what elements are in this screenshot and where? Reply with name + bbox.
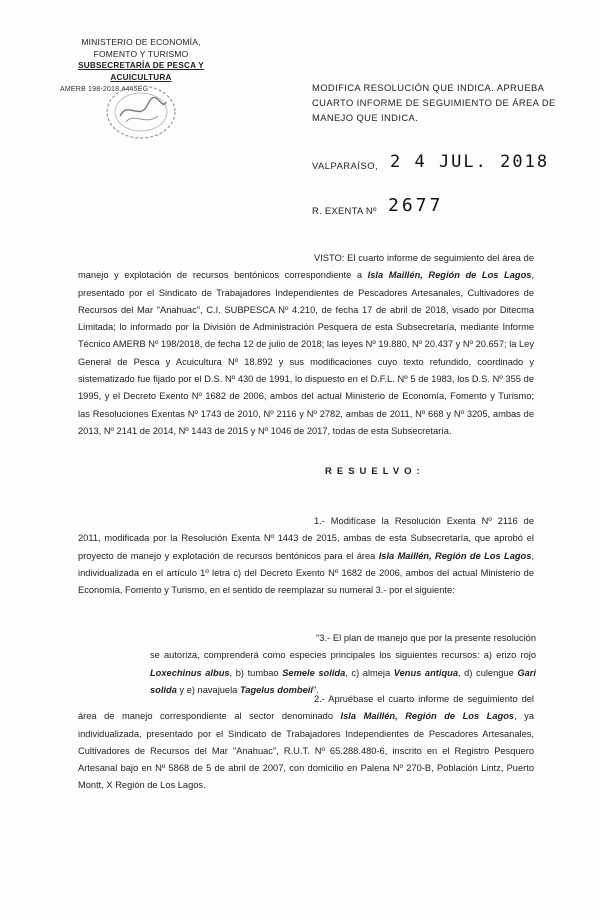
quote-text-6: ". [312,684,319,695]
point1-area-name: Isla Maillén, Región de Los Lagos [378,550,532,561]
point2-area-name: Isla Maillén, Región de Los Lagos [340,711,515,722]
quote-text-2: , b) tumbao [229,667,283,678]
city-label: VALPARAÍSO, [312,160,379,171]
visto-area-name: Isla Maillén, Región de Los Lagos [367,270,532,281]
official-seal-stamp-icon [96,82,186,144]
title-line2: CUARTO INFORME DE SEGUIMIENTO DE ÁREA DE [312,97,556,108]
resolution-title [312,80,562,125]
resolution-point-2 [78,691,534,795]
species-loxechinus: Loxechinus albus [150,667,230,678]
quote-text-3: , c) almeja [345,667,394,678]
species-tagelus: Tagelus dombeii [239,684,313,695]
quote-text-1: "3.- El plan de manejo que por la presente resolución se autoriza, comprenderá como especies principales los siguientes recursos: a) erizo rojo [150,633,536,661]
visto-text-2: , presentado por el Sindicato de Trabajadores Independientes de Pescadores Artesanales, Cultivadores de Recursos del Mar "Anahuac", C.I. SUBPESCA Nº 4.210, de fecha 17 de abril de 2018, visado por Ditecma Limitada; lo informado por la División de Administración Pesquera de esta Subsecretaría, mediante Informe Técnico AMERB Nº 198/2018, de fecha 12 de julio de 2018; las leyes Nº 19.880, Nº 20.437 y Nº 20.657; la Ley General de Pesca y Acuicultura Nº 18.892 y sus modificaciones cuyo texto refundido, coordinado y sistematizado fue fijado por el D.S. Nº 430 de 1991, lo dispuesto en el D.F.L. Nº 5 de 1983, los D.S. Nº 355 de 1995, y el Decreto Exento Nº 1682 de 2006, ambos del actual Ministerio de Economía, Fomento y Turismo; las Resoluciones Exentas Nº 1743 de 2010, Nº 2116 y Nº 2782, ambas de 2011, Nº 668 y Nº 3205, ambas de 2013, Nº 2141 de 2014, Nº 1443 de 2015 y Nº 1046 de 2017, todas de esta Subsecretaría. [78,270,535,436]
species-venus: Venus antiqua [393,667,458,678]
quote-text-5: y e) navajuela [176,684,240,695]
point2-text-2: , ya individualizada, presentado por el Sindicato de Trabajadores Independientes de Pescadores Artesanales, Cultivadores de Recursos del Mar "Anahuac", R.U.T. Nº 65.288.480-6, inscrito en el Registro Pesquero Artesanal bajo en Nº 5868 de 5 de abril de 2007, con domicilio en Palena Nº 270-B, Población Lintz, Puerto Montt, X Región de Los Lagos. [78,711,534,791]
visto-paragraph [78,250,534,440]
reference-code: AMERB 198-2018 4445EG [60,86,149,93]
species-gari: Gari solida [150,667,536,695]
resolution-number-block [312,195,444,216]
point1-text-2: , individualizada en el artículo 1º letra c) del Decreto Exento Nº 1682 de 2006, ambos del actual Ministerio de Economía, Fomento y Turismo, en el sentido de reemplazar su numeral 3.- por el siguiente: [78,550,535,596]
point2-text-1: 2.- Apruébase el cuarto informe de seguimiento del área de manejo correspondiente al sector denominado [78,694,534,722]
species-semele: Semele solida [282,667,346,678]
ministry-name-line2: FOMENTO Y TURISMO [93,49,189,59]
subsecretaria-name: SUBSECRETARÍA DE PESCA Y ACUICULTURA [78,61,204,82]
resolution-point-1 [78,513,534,599]
quote-text-4: , d) culengue [458,667,518,678]
point1-text-1: 1.- Modifícase la Resolución Exenta Nº 2116 de 2011, modificada por la Resolución Exenta Nº 1443 de 2015, ambas de esta Subsecretaría, que aprobó el proyecto de manejo y explotación de recursos bentónicos para el área [78,516,534,561]
quoted-numeral-3 [150,630,536,699]
place-date [312,152,550,172]
ministry-name-line1: MINISTERIO DE ECONOMÍA, [81,37,201,47]
date-stamp: 2 4 JUL. 2018 [390,152,550,172]
title-line3: MANEJO QUE INDICA. [312,112,419,123]
resuelvo-heading: RESUELVO: [325,466,425,477]
exenta-label: R. EXENTA Nº [312,205,377,216]
visto-text-1: VISTO: El cuarto informe de seguimiento del área de manejo y explotación de recursos bentónicos correspondiente a [78,253,534,281]
resolution-number: 2677 [388,195,444,216]
title-line1: MODIFICA RESOLUCIÓN QUE INDICA. APRUEBA [312,82,545,93]
